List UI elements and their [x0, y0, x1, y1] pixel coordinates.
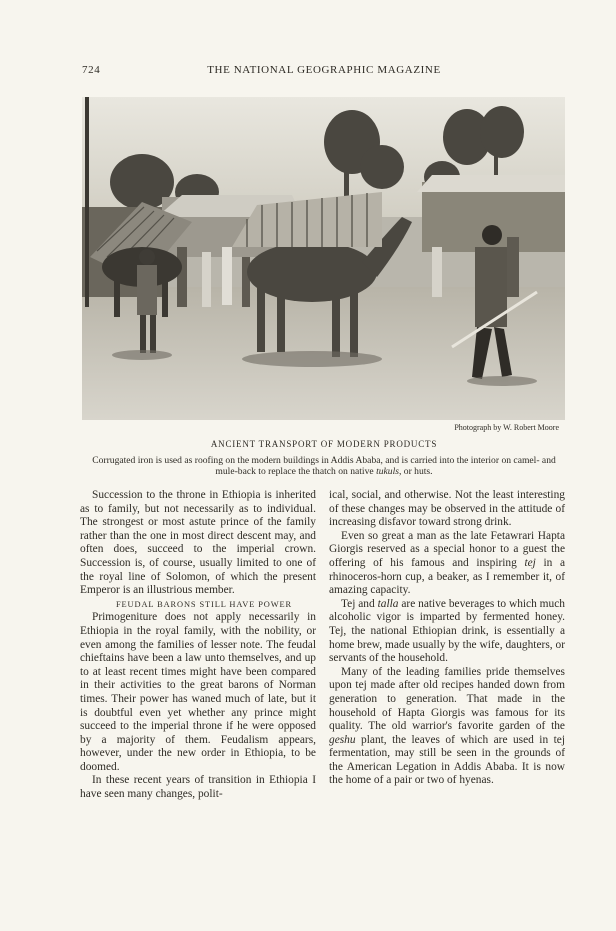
paragraph-text: are native beverages to which much alcoholic vigor is imparted by fermented honey. Tej, the national Ethiopian drink, is essentially a home brew, made usually by the wife, daughters, or servants of the household. — [329, 597, 565, 665]
page-number: 724 — [82, 64, 101, 76]
paragraph-text: Many of the leading families pride themselves upon tej made after old recipes handed down from generation to generation. That made in the household of Hapta Giorgis was famous for its quality. The old warrior's favorite garden of the — [329, 665, 565, 733]
photo-illustration — [82, 97, 565, 420]
section-subhead: FEUDAL BARONS STILL HAVE POWER — [115, 599, 293, 609]
caption-text-end: , or huts. — [398, 466, 433, 477]
italic-term: geshu — [329, 733, 356, 746]
left-text-column — [80, 489, 316, 802]
caption-body — [82, 455, 566, 477]
italic-term: tej — [524, 556, 536, 569]
paragraph: Succession to the throne in Ethiopia is inherited as to family, but not necessarily as to individual. The strongest or most astute prince of the family rather than the one in most direct descent may, and often does, succeed to the imperial crown. Succession is, of course, usually limited to one of the royal line of Solomon, of which the present Emperor is an illustrious member. — [80, 489, 316, 597]
magazine-title: THE NATIONAL GEOGRAPHIC MAGAZINE — [207, 64, 441, 76]
italic-term: talla — [377, 597, 399, 610]
paragraph-text: Tej and — [341, 597, 378, 610]
caption-italic-term: tukuls — [376, 466, 399, 477]
running-header — [82, 64, 566, 82]
paragraph-text: in a rhinoceros-horn cup, a beaker, as I remember it, of amazing capacity. — [329, 556, 565, 597]
caption-text: Corrugated iron is used as roofing on the modern buildings in Addis Ababa, and is carried into the interior on camel- and mule-back to replace the thatch on native — [92, 455, 556, 477]
caption-title: ANCIENT TRANSPORT OF MODERN PRODUCTS — [210, 439, 438, 449]
paragraph: Primogeniture does not apply necessarily in Ethiopia in the royal family, with the nobility, or even among the families of lesser note. The feudal chieftains have been a law unto themselves, and up to at least recent times might have been compared in their activities to the great barons of Norman times. Their power has waned much of late, but it is doubtful even yet whether any prince might succeed to the imperial throne if he were opposed by a majority of them. Feudalism appears, however, under the new order in Ethiopia, to be doomed. — [80, 611, 316, 773]
paragraph — [329, 666, 565, 788]
utility-pole — [85, 97, 89, 307]
paragraph: In these recent years of transition in Ethiopia I have seen many changes, polit- — [80, 774, 316, 801]
photo-credit: Photograph by W. Robert Moore — [454, 423, 559, 432]
paragraph — [329, 598, 565, 666]
camel-caravan-photograph — [82, 97, 565, 420]
paragraph: ical, social, and otherwise. Not the least interesting of these changes may be observed in the attitude of increasing disfavor toward strong drink. — [329, 489, 565, 529]
right-text-column — [329, 489, 565, 788]
paragraph-text: plant, the leaves of which are used in tej fermentation, may still be seen in the grounds of the American Legation in Addis Ababa. It is now the home of a pair or two of hyenas. — [329, 733, 565, 787]
paragraph — [329, 530, 565, 598]
paragraph-text: Even so great a man as the late Fetawrari Hapta Giorgis reserved as a special honor to a guest the offering of his famous and inspiring — [329, 529, 565, 569]
